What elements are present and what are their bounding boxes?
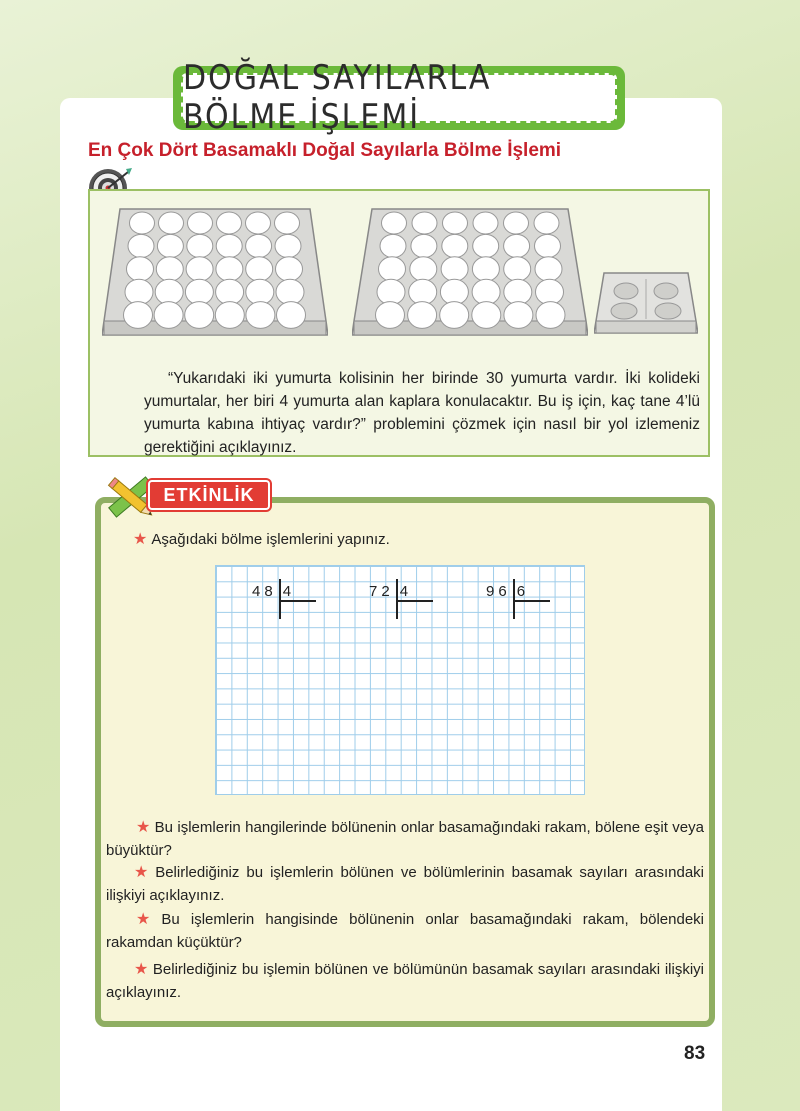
division-bar: [513, 579, 515, 619]
star-icon: ★: [134, 864, 152, 881]
star-icon: ★: [136, 911, 158, 928]
egg-box-icon: [594, 269, 698, 339]
egg-icon: [472, 302, 501, 329]
egg-icon: [187, 234, 213, 257]
egg-icon: [408, 302, 437, 329]
egg-icon: [246, 212, 271, 234]
egg-icon: [216, 279, 244, 305]
egg-icon: [504, 234, 530, 257]
egg-icon: [276, 279, 304, 305]
egg-icon: [442, 234, 468, 257]
egg-icon: [159, 212, 184, 234]
egg-icon: [185, 302, 214, 329]
egg-icon: [504, 257, 531, 281]
egg-icon: [440, 279, 468, 305]
problem-text: “Yukarıdaki iki yumurta kolisinin her birinde 30 yumurta vardır. İki kolideki yumurtalar, her biri 4 yumurta alan kaplara konulacaktır. Bu iş için, kaç tane 4’lü yumurta kabına ihtiyaç vardır?” problemini çözmek için nasıl bir yol izlemeniz gerektiğini açıklayınız.: [144, 370, 700, 456]
star-icon: ★: [134, 961, 149, 978]
egg-icon: [127, 257, 154, 281]
egg-icon: [472, 257, 499, 281]
egg-crate-icon: [102, 201, 328, 341]
problem-box: [88, 189, 710, 457]
division-bar: [396, 579, 398, 619]
egg-icon: [157, 234, 183, 257]
egg-icon: [535, 257, 562, 281]
egg-crate-icon: [352, 201, 588, 341]
egg-icon: [277, 302, 306, 329]
egg-icon: [156, 257, 183, 281]
division-bar: [397, 600, 433, 602]
egg-icon: [128, 234, 154, 257]
egg-icon: [377, 279, 405, 305]
egg-icon: [275, 212, 300, 234]
egg-icon: [275, 234, 301, 257]
page-number: 83: [684, 1043, 706, 1064]
star-icon: ★: [133, 531, 148, 548]
egg-icon: [536, 279, 564, 305]
egg-icon: [504, 212, 529, 234]
egg-icon: [410, 257, 437, 281]
egg-icon: [246, 234, 272, 257]
egg-icon: [215, 302, 244, 329]
question-text: Belirlediğiniz bu işlemlerin bölünen ve bölümlerinin basamak sayıları arasındaki ilişkiyi açıklayınız.: [106, 864, 704, 904]
egg-icon: [534, 212, 559, 234]
egg-icon: [535, 234, 561, 257]
instruction-text: Aşağıdaki bölme işlemlerini yapınız.: [151, 531, 390, 548]
egg-icon: [536, 302, 565, 329]
question-text: Belirlediğiniz bu işlemin bölünen ve bölümünün basamak sayıları arasındaki ilişkiyi açıklayınız.: [106, 961, 705, 1001]
question-text: Bu işlemlerin hangilerinde bölünenin onlar basamağındaki rakam, bölene eşit veya büyüktür?: [106, 819, 704, 859]
egg-icon: [246, 279, 274, 305]
division-problem: [252, 583, 295, 600]
egg-icon: [216, 257, 243, 281]
question-item: [106, 958, 704, 1004]
egg-icon: [246, 257, 273, 281]
egg-icon: [504, 279, 532, 305]
egg-icon: [443, 212, 468, 234]
question-item: [106, 861, 704, 907]
division-problem: [369, 583, 412, 600]
egg-icon: [382, 212, 407, 234]
egg-icon: [125, 279, 153, 305]
divisor: 6: [516, 583, 530, 600]
egg-icon: [186, 257, 213, 281]
egg-icon: [441, 257, 468, 281]
egg-icon: [130, 212, 155, 234]
egg-icon: [504, 302, 533, 329]
egg-icon: [154, 302, 183, 329]
dividend: 72: [369, 583, 394, 600]
egg-icon: [217, 212, 242, 234]
egg-icon: [155, 279, 183, 305]
egg-icon: [473, 212, 498, 234]
egg-icon: [276, 257, 303, 281]
egg-icon: [124, 302, 153, 329]
egg-icon: [409, 279, 437, 305]
dividend: 96: [486, 583, 511, 600]
egg-icon: [411, 234, 437, 257]
egg-icon: [412, 212, 437, 234]
section-subtitle: En Çok Dört Basamaklı Doğal Sayılarla Bölme İşlemi: [88, 140, 562, 161]
title-banner-inner: [181, 58, 617, 138]
egg-icon: [379, 257, 406, 281]
title-banner: [173, 58, 625, 138]
egg-icon: [473, 234, 499, 257]
division-problem: [486, 583, 529, 600]
division-bar: [514, 600, 550, 602]
question-text: Bu işlemlerin hangisinde bölünenin onlar basamağındaki rakam, bölendeki rakamdan küçüktür?: [106, 911, 705, 951]
divisor: 4: [399, 583, 413, 600]
activity-instruction: [133, 529, 390, 549]
egg-icon: [246, 302, 275, 329]
division-bar: [280, 600, 316, 602]
star-icon: ★: [136, 819, 151, 836]
page-title: DOĞAL SAYILARLA BÖLME İŞLEMİ: [183, 58, 492, 138]
egg-icon: [376, 302, 405, 329]
question-item: [106, 816, 704, 862]
egg-icon: [185, 279, 213, 305]
question-item: [106, 908, 704, 954]
dividend: 48: [252, 583, 277, 600]
egg-icon: [472, 279, 500, 305]
egg-icon: [188, 212, 213, 234]
divisor: 4: [282, 583, 296, 600]
division-bar: [279, 579, 281, 619]
egg-icon: [440, 302, 469, 329]
egg-icon: [216, 234, 242, 257]
egg-icon: [380, 234, 406, 257]
activity-label: ETKİNLİK: [148, 480, 270, 510]
